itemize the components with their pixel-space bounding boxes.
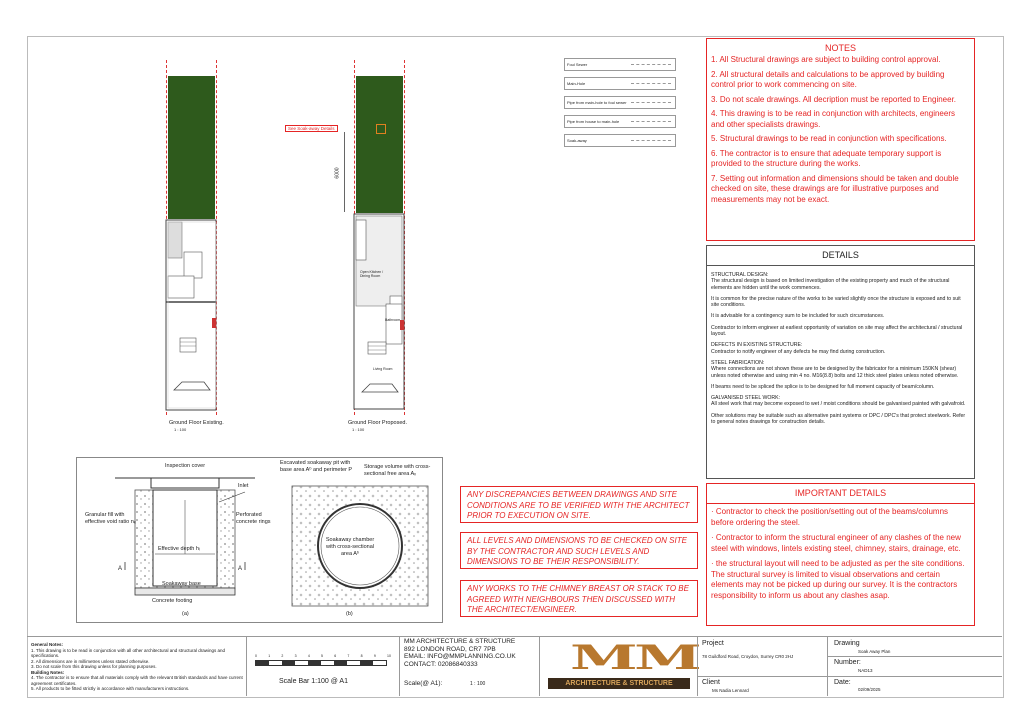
details-paragraph: DEFECTS IN EXISTING STRUCTURE: Contractor to notify engineer of any defects he may find during construction. <box>711 342 886 355</box>
room-kitchen: Open Kitchen / Dining Room <box>360 270 384 278</box>
general-notes-title: General Notes: <box>31 642 64 647</box>
project-label: Project <box>702 640 724 647</box>
proposed-caption: Ground Floor Proposed. <box>348 420 408 426</box>
client-label: Client <box>702 679 720 686</box>
company-name: MM ARCHITECTURE & STRUCTURE <box>404 638 516 645</box>
date-value: 02/09/2025 <box>858 687 881 692</box>
details-paragraph: It is advisable for a contingency sum to be included for such circumstances. <box>711 313 885 320</box>
project-cell <box>697 636 828 696</box>
details-title: DETAILS <box>707 250 974 266</box>
company-logo <box>548 638 699 692</box>
note-item: 1. All Structural drawings are subject to building control approval. <box>711 55 941 64</box>
label-concrete-footing: Concrete footing <box>152 598 193 604</box>
label-inlet: Inlet <box>238 483 249 489</box>
legend-item: Foul Sewer <box>564 58 676 71</box>
company-email: EMAIL: INFO@MMPLANNING.CO.UK <box>404 653 516 660</box>
company-address: 892 LONDON ROAD, CR7 7PB <box>404 645 496 653</box>
general-notes-text: 1. This drawing is to be read in conjunction with all other architectural and structural drawings and specifications. 2. All dimensions are in millimetres unless stated otherwise. 3. Do not scale from this drawing unless for planning purposes. <box>31 647 226 669</box>
drawing-cell <box>827 636 1002 696</box>
soakaway-tag: See Soak-away Details <box>285 125 338 132</box>
logo-cell <box>539 636 698 696</box>
important-item: · the structural layout will need to be adjusted as per the site conditions. The structural survey is limited to visual observations and certain elements may not be picked up during our survey. It is the contractors responsibility to inform us about any clashes asap. <box>711 559 965 600</box>
details-paragraph: If beams need to be spliced the splice is to be designed for full moment capacity of beam/column. <box>711 383 935 390</box>
drawing-value: Soak Away Plan <box>858 649 891 654</box>
note-item: 2. All structural details and calculations to be approved by building control prior to work commencing on site. <box>711 69 945 89</box>
details-paragraph: Contractor to inform engineer at earliest opportunity of variation on site may affect the architectural / structural layout. <box>711 324 963 338</box>
legend-item: Soak-away <box>564 134 676 147</box>
note-item: 5. Structural drawings to be read in conjunction with specifications. <box>711 134 947 143</box>
label-soakaway-chamber: Soakaway chamber with cross-sectional area Aᵇ <box>325 537 375 557</box>
caption-a: (a) <box>182 611 189 617</box>
important-panel <box>706 483 975 626</box>
drawing-divider-2 <box>828 676 1002 677</box>
note-item: 4. This drawing is to be read in conjunction with architects, engineers and other specialists drawings. <box>711 109 955 129</box>
existing-caption: Ground Floor Existing. <box>169 420 224 426</box>
label-excavated-pit: Excavated soakaway pit with base area Aᵇ and perimeter P <box>280 460 353 473</box>
label-effective-depth: Effective depth hᵢ <box>158 546 200 552</box>
scale-bar-cell <box>246 636 397 696</box>
notes-panel <box>706 38 975 241</box>
building-notes-text: 4. The contractor is to ensure that all materials comply with the relevant British standards and have current agreement certificates. 5. All products to be fitted strictly in accordance with manufacturers instructions. <box>31 675 243 691</box>
proposed-scale: 1 : 100 <box>352 427 365 432</box>
company-info <box>404 638 516 668</box>
soakaway-section-a <box>95 470 265 610</box>
details-panel <box>706 245 975 479</box>
building-notes-title: Building Notes: <box>31 669 65 675</box>
existing-scale: 1 : 100 <box>174 427 187 432</box>
details-paragraph: GALVANISED STEEL WORK: All steel work that may become exposed to wet / moist conditions should be galvanised painted with galvafroid. <box>711 395 966 408</box>
dimension-line <box>344 132 345 212</box>
label-soakaway-base: Soakaway base <box>162 581 201 587</box>
notes-title: NOTES <box>824 43 856 53</box>
room-bathroom: Bathroom <box>385 318 401 322</box>
important-title: IMPORTANT DETAILS <box>707 488 974 504</box>
number-value: NAD13 <box>858 668 873 673</box>
details-paragraph: STEEL FABRICATION: Where connections are not shown these are to be designed by the fabricator for a minimum 150KN (shear) unless noted otherwise and using min 4 no. M16(8.8) bolts and 12 thick steel plates unless noted otherwise. <box>711 359 959 379</box>
note-item: 3. Do not scale drawings. All decription must be reported to Engineer. <box>711 94 957 104</box>
scale-label: Scale(@ A1): <box>404 680 443 687</box>
number-label: Number: <box>834 659 861 666</box>
house-existing <box>164 218 220 418</box>
details-paragraph: It is common for the precise nature of the works to be varied slightly once the structure is exposed and to suit site conditions. <box>711 295 961 309</box>
garden-existing <box>168 76 215 219</box>
section-marker-left: A <box>118 566 123 572</box>
note-item: 7. Setting out information and dimensions should be taken and double checked on site, these drawings are for illustrative purposes and measurements may not be exact. <box>711 173 959 204</box>
company-contact: CONTACT: 02086840333 <box>404 660 478 668</box>
garden-proposed <box>356 76 403 213</box>
project-divider <box>698 676 828 677</box>
details-paragraph: Other solutions may be suitable such as alternative paint systems or DPC / DPC's that protect steelwork. Refer to general notes drawings for construction details. <box>711 412 966 426</box>
room-living: Living Room <box>373 367 393 371</box>
legend-item: Pipe from house to main-hole <box>564 115 676 128</box>
date-label: Date: <box>834 679 851 686</box>
section-marker-right: A <box>238 566 243 572</box>
scale-bar-label: Scale Bar 1:100 @ A1 <box>279 678 348 685</box>
label-storage-volume: Storage volume with cross-sectional free area Aᵥ <box>364 464 431 477</box>
logo-text: ARCHITECTURE & STRUCTURE <box>548 678 690 689</box>
scale-bar <box>255 660 387 666</box>
dimension-text: 6000 <box>334 167 341 179</box>
details-paragraph: STRUCTURAL DESIGN: The structural design is based on limited investigation of the existing property and much of the structural elements are hidden until the work commences. <box>711 272 950 291</box>
label-inspection-cover: Inspection cover <box>165 463 206 469</box>
label-perforated-rings: Perforated concrete rings <box>236 512 271 525</box>
house-proposed <box>352 212 408 417</box>
legend-item: Main-Hole <box>564 77 676 90</box>
project-value: 78 Guildford Road, Croydon, Surrey CR0 2HJ <box>702 654 794 659</box>
client-value: Ms Nadia Lennard <box>712 688 749 693</box>
label-granular-fill: Granular fill with effective void ratio nₑ <box>85 512 136 525</box>
warning-levels: ALL LEVELS AND DIMENSIONS TO BE CHECKED ON SITE BY THE CONTRACTOR AND SUCH LEVELS AND DIMENSIONS TO BE THEIR RESPONSIBILITY. <box>460 532 698 569</box>
soakaway-marker <box>376 124 386 134</box>
legend-item: Pipe from main-hole to foul sewer <box>564 96 676 109</box>
warning-chimney: ANY WORKS TO THE CHIMNEY BREAST OR STACK TO BE AGREED WITH NEIGHBOURS THEN DISCUSSED WITH THE ARCHITECT/ENGINEER. <box>460 580 698 617</box>
drawing-label: Drawing <box>834 640 860 647</box>
scale-ticks: 0 1 2 3 4 5 6 7 8 9 10 <box>255 654 391 658</box>
note-item: 6. The contractor is to ensure that adequate temporary support is provided to the structure during the works. <box>711 148 942 168</box>
logo-mm: MM <box>570 638 699 678</box>
scale-value: 1 : 100 <box>470 681 486 687</box>
drainage-legend <box>564 58 676 148</box>
drawing-divider-1 <box>828 656 1002 657</box>
important-item: · Contractor to inform the structural engineer of any clashes of the new steel with windows, lintels existing steel, chimney, stairs, drainage, etc. <box>711 533 961 553</box>
caption-b: (b) <box>346 611 353 617</box>
general-notes <box>31 642 243 692</box>
important-item: · Contractor to check the position/setting out of the beams/columns before ordering the steel. <box>711 507 949 527</box>
company-cell <box>399 636 540 696</box>
warning-discrepancies: ANY DISCREPANCIES BETWEEN DRAWINGS AND SITE CONDITIONS ARE TO BE VERIFIED WITH THE ARCHITECT PRIOR TO EXECUTION ON SITE. <box>460 486 698 523</box>
